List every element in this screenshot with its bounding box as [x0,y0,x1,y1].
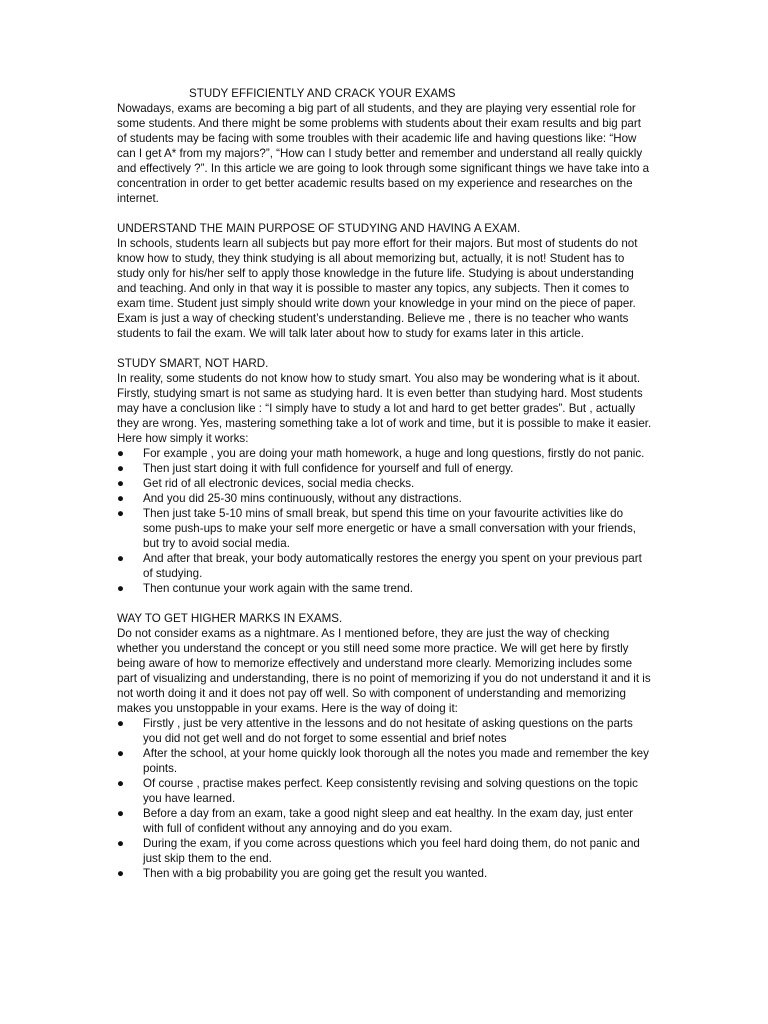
bullet-icon: ● [117,807,125,820]
section-heading-higher-marks: WAY TO GET HIGHER MARKS IN EXAMS. [117,612,343,625]
list-item-text: And after that break, your body automatically restores the energy you spent on your previous part of studying. [143,552,642,580]
bullet-icon: ● [117,837,125,850]
list-item [117,716,652,746]
bullet-icon: ● [117,552,125,565]
study-smart-bullet-list [117,446,652,596]
section-paragraph-study-smart-2: Firstly, studying smart is not same as studying hard. It is even better than studying hard. Most students may have a conclusion like : “I simply have to study a lot and hard to get better grades”. But , actually they are wrong. Yes, mastering something take a lot of work and time, but it is possible to make it easier. Here how simply it works: [117,387,652,445]
list-item [117,581,652,596]
bullet-icon: ● [117,777,125,790]
document-title: STUDY EFFICIENTLY AND CRACK YOUR EXAMS [189,87,456,100]
bullet-icon: ● [117,867,125,880]
bullet-icon: ● [117,447,125,460]
spacer [117,206,652,221]
section-paragraph-purpose: In schools, students learn all subjects but pay more effort for their majors. But most of students do not know how to study, they think studying is all about memorizing but, actually, it is not! Student has to study only for his/her self to apply those knowledge in the future life. Studying is about understanding and teaching. And only in that way it is possible to master any topics, any subjects. Then it comes to exam time. Student just simply should write down your knowledge in your mind on the piece of paper. Exam is just a way of checking student’s understanding. Believe me , there is no teacher who wants students to fail the exam. We will talk later about how to study for exams later in this article. [117,237,638,340]
list-item [117,461,652,476]
list-item-text: Then contunue your work again with the same trend. [143,582,414,595]
list-item-text: Then with a big probability you are going get the result you wanted. [143,867,488,880]
section-paragraph-study-smart-1: In reality, some students do not know how to study smart. You also may be wondering what is it about. [117,372,641,385]
list-item-text: Then just take 5-10 mins of small break, but spend this time on your favourite activities like do some push-ups to make your self more energetic or have a small conversation with your friends, but try to avoid social media. [143,507,636,550]
spacer [117,596,652,611]
higher-marks-bullet-list [117,716,652,881]
list-item-text: After the school, at your home quickly look thorough all the notes you made and remember the key points. [143,747,649,775]
list-item-text: Before a day from an exam, take a good night sleep and eat healthy. In the exam day, just enter with full of confident without any annoying and do you exam. [143,807,634,835]
intro-paragraph: Nowadays, exams are becoming a big part of all students, and they are playing very essential role for some students. And there might be some problems with students about their exam results and big part of students may be facing with some troubles with their academic life and having questions like: “How can I get A* from my majors?”, “How can I study better and remember and understand all really quickly and effectively ?”. In this article we are going to look through some significant things we have take into a concentration in order to get better academic results based on my experience and researches on the internet. [117,102,650,205]
list-item-text: During the exam, if you come across questions which you feel hard doing them, do not panic and just skip them to the end. [143,837,640,865]
section-heading-purpose: UNDERSTAND THE MAIN PURPOSE OF STUDYING AND HAVING A EXAM. [117,222,521,235]
list-item-text: And you did 25-30 mins continuously, without any distractions. [143,492,462,505]
list-item [117,806,652,836]
list-item [117,866,652,881]
list-item [117,776,652,806]
section-heading-study-smart: STUDY SMART, NOT HARD. [117,357,269,370]
list-item [117,446,652,461]
list-item [117,491,652,506]
list-item-text: Firstly , just be very attentive in the lessons and do not hesitate of asking questions on the parts you did not get well and do not forget to some essential and brief notes [143,717,633,745]
bullet-icon: ● [117,492,125,505]
list-item [117,836,652,866]
list-item-text: Then just start doing it with full confidence for yourself and full of energy. [143,462,514,475]
spacer [117,341,652,356]
list-item [117,746,652,776]
list-item-text: Of course , practise makes perfect. Keep consistently revising and solving questions on the topic you have learned. [143,777,638,805]
list-item-text: For example , you are doing your math homework, a huge and long questions, firstly do not panic. [143,447,645,460]
list-item [117,476,652,491]
bullet-icon: ● [117,747,125,760]
bullet-icon: ● [117,507,125,520]
bullet-icon: ● [117,462,125,475]
bullet-icon: ● [117,477,125,490]
list-item [117,506,652,551]
document-body [117,86,652,881]
list-item [117,551,652,581]
bullet-icon: ● [117,582,125,595]
list-item-text: Get rid of all electronic devices, social media checks. [143,477,415,490]
section-paragraph-higher-marks: Do not consider exams as a nightmare. As I mentioned before, they are just the way of checking whether you understand the concept or you still need some more practice. We will get here by firstly being aware of how to memorize effectively and understand more clearly. Memorizing includes some part of visualizing and understanding, there is no point of memorizing if you do not understand it and it is not worth doing it and it does not pay off well. So with component of understanding and memorizing makes you unstoppable in your exams. Here is the way of doing it: [117,627,651,715]
bullet-icon: ● [117,717,125,730]
